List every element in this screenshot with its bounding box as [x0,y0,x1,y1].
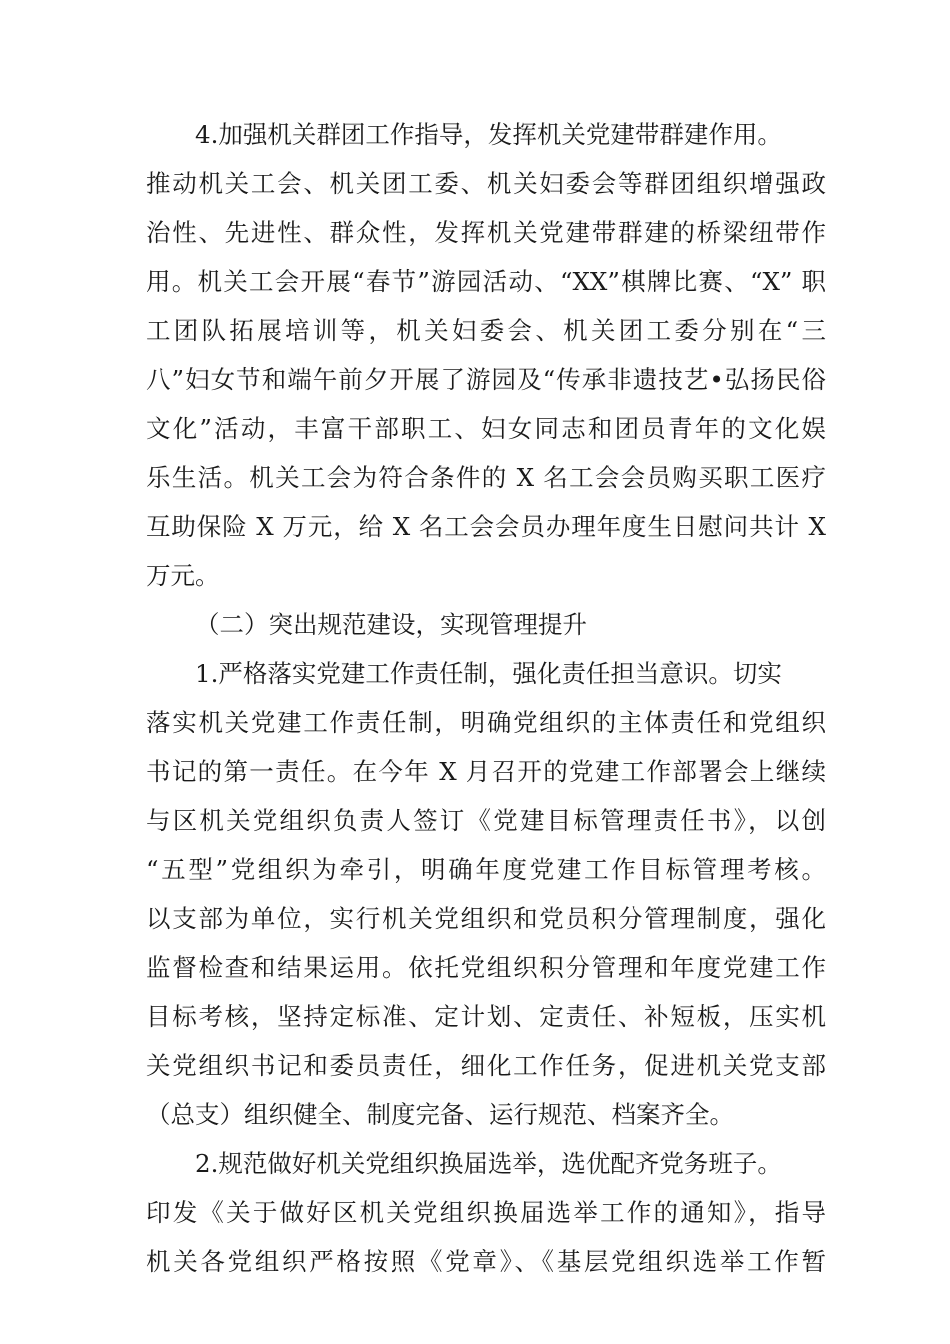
paragraph-4-line-4: 用。机关工会开展“春节”游园活动、“XX”棋牌比赛、“X” 职 [146,267,826,296]
paragraph-2-line-1: 2.规范做好机关党组织换届选举，选优配齐党务班子。 [195,1149,782,1178]
paragraph-1-line-4: 与区机关党组织负责人签订《党建目标管理责任书》，以创 [146,806,826,835]
paragraph-1-line-8: 目标考核，坚持定标准、定计划、定责任、补短板，压实机 [146,1002,826,1031]
paragraph-4-line-1: 4.加强机关群团工作指导，发挥机关党建带群建作用。 [195,120,782,149]
paragraph-4-line-9: 互助保险 X 万元，给 X 名工会会员办理年度生日慰问共计 X [146,512,826,541]
paragraph-4-line-8: 乐生活。机关工会为符合条件的 X 名工会会员购买职工医疗 [146,463,826,492]
paragraph-4-line-6: 八”妇女节和端午前夕开展了游园及“传承非遗技艺•弘扬民俗 [146,365,826,394]
paragraph-1-line-3: 书记的第一责任。在今年 X 月召开的党建工作部署会上继续 [146,757,826,786]
paragraph-1-line-6: 以支部为单位，实行机关党组织和党员积分管理制度，强化 [146,904,826,933]
paragraph-1-line-10: （总支）组织健全、制度完备、运行规范、档案齐全。 [146,1100,734,1129]
paragraph-4-line-10: 万元。 [146,561,220,590]
paragraph-4-line-3: 治性、先进性、群众性，发挥机关党建带群建的桥梁纽带作 [146,218,826,247]
paragraph-4-line-2: 推动机关工会、机关团工委、机关妇委会等群团组织增强政 [146,169,826,198]
paragraph-4-line-7: 文化”活动，丰富干部职工、妇女同志和团员青年的文化娱 [146,414,826,443]
paragraph-1-line-5: “五型”党组织为牵引，明确年度党建工作目标管理考核。 [146,855,826,884]
section-heading: （二）突出规范建设，实现管理提升 [195,610,587,639]
paragraph-2-line-2: 印发《关于做好区机关党组织换届选举工作的通知》，指导 [146,1198,826,1227]
paragraph-1-line-1: 1.严格落实党建工作责任制，强化责任担当意识。切实 [195,659,782,688]
paragraph-1-line-2: 落实机关党建工作责任制，明确党组织的主体责任和党组织 [146,708,826,737]
paragraph-2-line-3: 机关各党组织严格按照《党章》、《基层党组织选举工作暂 [146,1247,826,1276]
paragraph-1-line-7: 监督检查和结果运用。依托党组织积分管理和年度党建工作 [146,953,826,982]
paragraph-1-line-9: 关党组织书记和委员责任，细化工作任务，促进机关党支部 [146,1051,826,1080]
paragraph-4-line-5: 工团队拓展培训等，机关妇委会、机关团工委分别在“三 [146,316,826,345]
